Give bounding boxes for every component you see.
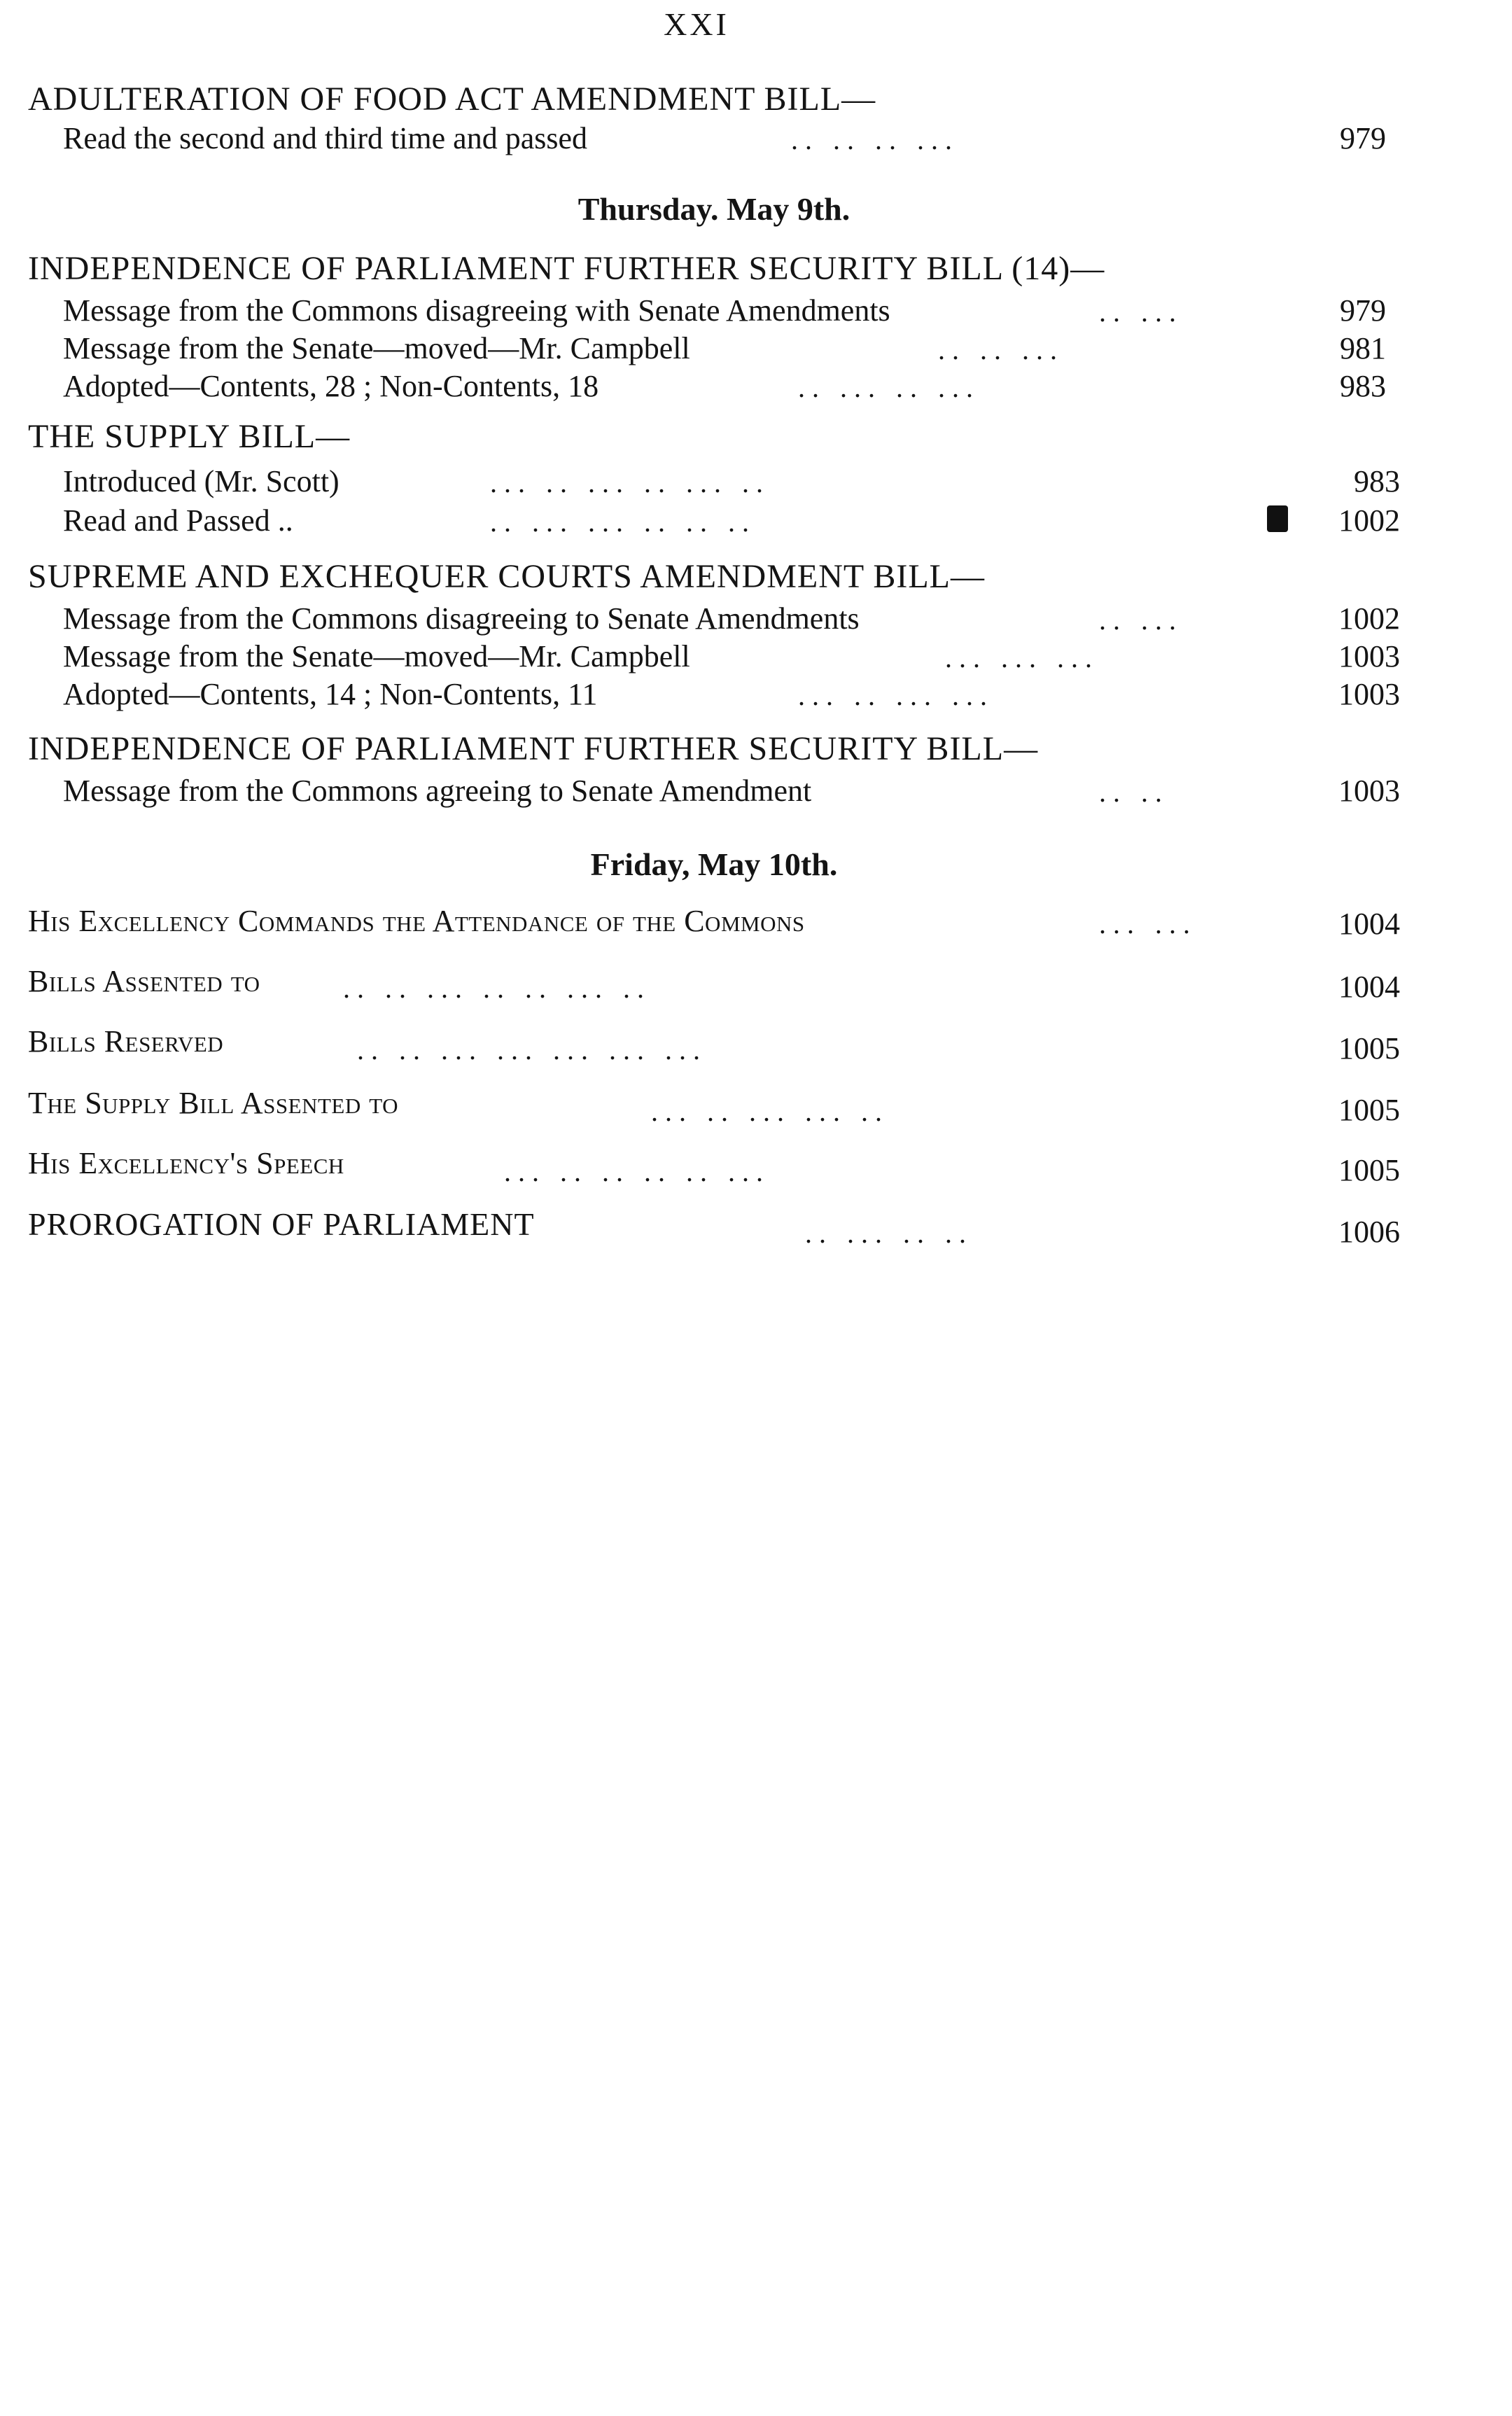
dot-leader: ... .. ... .. ... .. xyxy=(490,467,770,498)
index-entry-text: Read and Passed .. xyxy=(63,503,293,538)
section-heading-independence-bill-2: INDEPENDENCE OF PARLIAMENT FURTHER SECURITY BILL— xyxy=(28,730,1039,767)
dot-leader: .. ... ... .. .. .. xyxy=(490,506,756,538)
section-heading-adulteration: ADULTERATION OF FOOD ACT AMENDMENT BILL— xyxy=(28,81,876,118)
index-entry-text: Message from the Senate—moved—Mr. Campbell xyxy=(63,639,690,673)
friday-item-bills-reserved: Bills Reserved xyxy=(28,1024,224,1059)
page-ref: 1003 xyxy=(1338,677,1400,711)
page-ref: 983 xyxy=(1354,464,1400,498)
page-ref: 1005 xyxy=(1338,1153,1400,1187)
index-entry-text: Introduced (Mr. Scott) xyxy=(63,464,340,498)
index-entry-text: Message from the Commons disagreeing with Senate Amendments xyxy=(63,293,890,328)
dot-leader: .. .. xyxy=(1099,776,1169,808)
page-ref: 1006 xyxy=(1338,1215,1400,1249)
dot-leader: .. ... xyxy=(1099,296,1183,328)
friday-item-supply-bill-assented: The Supply Bill Assented to xyxy=(28,1086,398,1120)
index-entry-text: Adopted—Contents, 28 ; Non-Contents, 18 xyxy=(63,369,599,403)
index-entry-text: Adopted—Contents, 14 ; Non-Contents, 11 xyxy=(63,677,598,711)
dot-leader: ... .. ... ... .. xyxy=(651,1096,889,1127)
page-number: XXI xyxy=(664,6,729,42)
section-heading-independence-bill: INDEPENDENCE OF PARLIAMENT FURTHER SECURITY BILL (14)— xyxy=(28,250,1105,287)
dot-leader: .. ... .. .. xyxy=(805,1217,973,1249)
page-ref: 1002 xyxy=(1338,601,1400,636)
index-entry-text: Read the second and third time and passed xyxy=(63,121,588,155)
friday-item-bills-assented: Bills Assented to xyxy=(28,964,260,998)
page-ref: 1004 xyxy=(1338,970,1400,1004)
friday-item-commands-attendance: His Excellency Commands the Attendance of the Commons xyxy=(28,904,805,938)
index-entry-text: Message from the Senate—moved—Mr. Campbell xyxy=(63,331,690,365)
dot-leader: .. ... .. ... xyxy=(798,372,980,403)
dot-leader: .. .. ... xyxy=(938,334,1064,365)
page-ref: 983 xyxy=(1340,369,1386,403)
dot-leader: ... .. .. .. .. ... xyxy=(504,1156,770,1187)
page-ref: 979 xyxy=(1340,293,1386,328)
day-heading-friday: Friday, May 10th. xyxy=(590,846,838,882)
page-ref: 1003 xyxy=(1338,774,1400,808)
section-heading-supply-bill: THE SUPPLY BILL— xyxy=(28,418,351,455)
dot-leader: ... ... ... xyxy=(945,642,1099,673)
day-heading-thursday: Thursday. May 9th. xyxy=(578,191,850,227)
section-heading-supreme-courts-bill: SUPREME AND EXCHEQUER COURTS AMENDMENT BILL— xyxy=(28,558,985,595)
page-ref: 981 xyxy=(1340,331,1386,365)
dot-leader: .. .. ... ... ... ... ... xyxy=(357,1034,707,1066)
index-entry-text: Message from the Commons agreeing to Senate Amendment xyxy=(63,774,812,808)
page-ref: 1003 xyxy=(1338,639,1400,673)
dot-leader: .. .. ... .. .. ... .. xyxy=(343,972,651,1004)
page-ref: 1004 xyxy=(1338,907,1400,941)
dot-leader: .. .. .. ... xyxy=(791,124,959,155)
ink-blot-mark xyxy=(1267,505,1288,532)
friday-item-excellency-speech: His Excellency's Speech xyxy=(28,1146,344,1180)
page-ref: 979 xyxy=(1340,121,1386,155)
page-ref: 1005 xyxy=(1338,1031,1400,1066)
dot-leader: ... .. ... ... xyxy=(798,680,994,711)
page-ref: 1002 xyxy=(1338,503,1400,538)
dot-leader: ... ... xyxy=(1099,908,1197,940)
friday-item-prorogation: PROROGATION OF PARLIAMENT xyxy=(28,1206,535,1242)
index-entry-text: Message from the Commons disagreeing to Senate Amendments xyxy=(63,601,860,636)
page-ref: 1005 xyxy=(1338,1093,1400,1127)
dot-leader: .. ... xyxy=(1099,604,1183,636)
